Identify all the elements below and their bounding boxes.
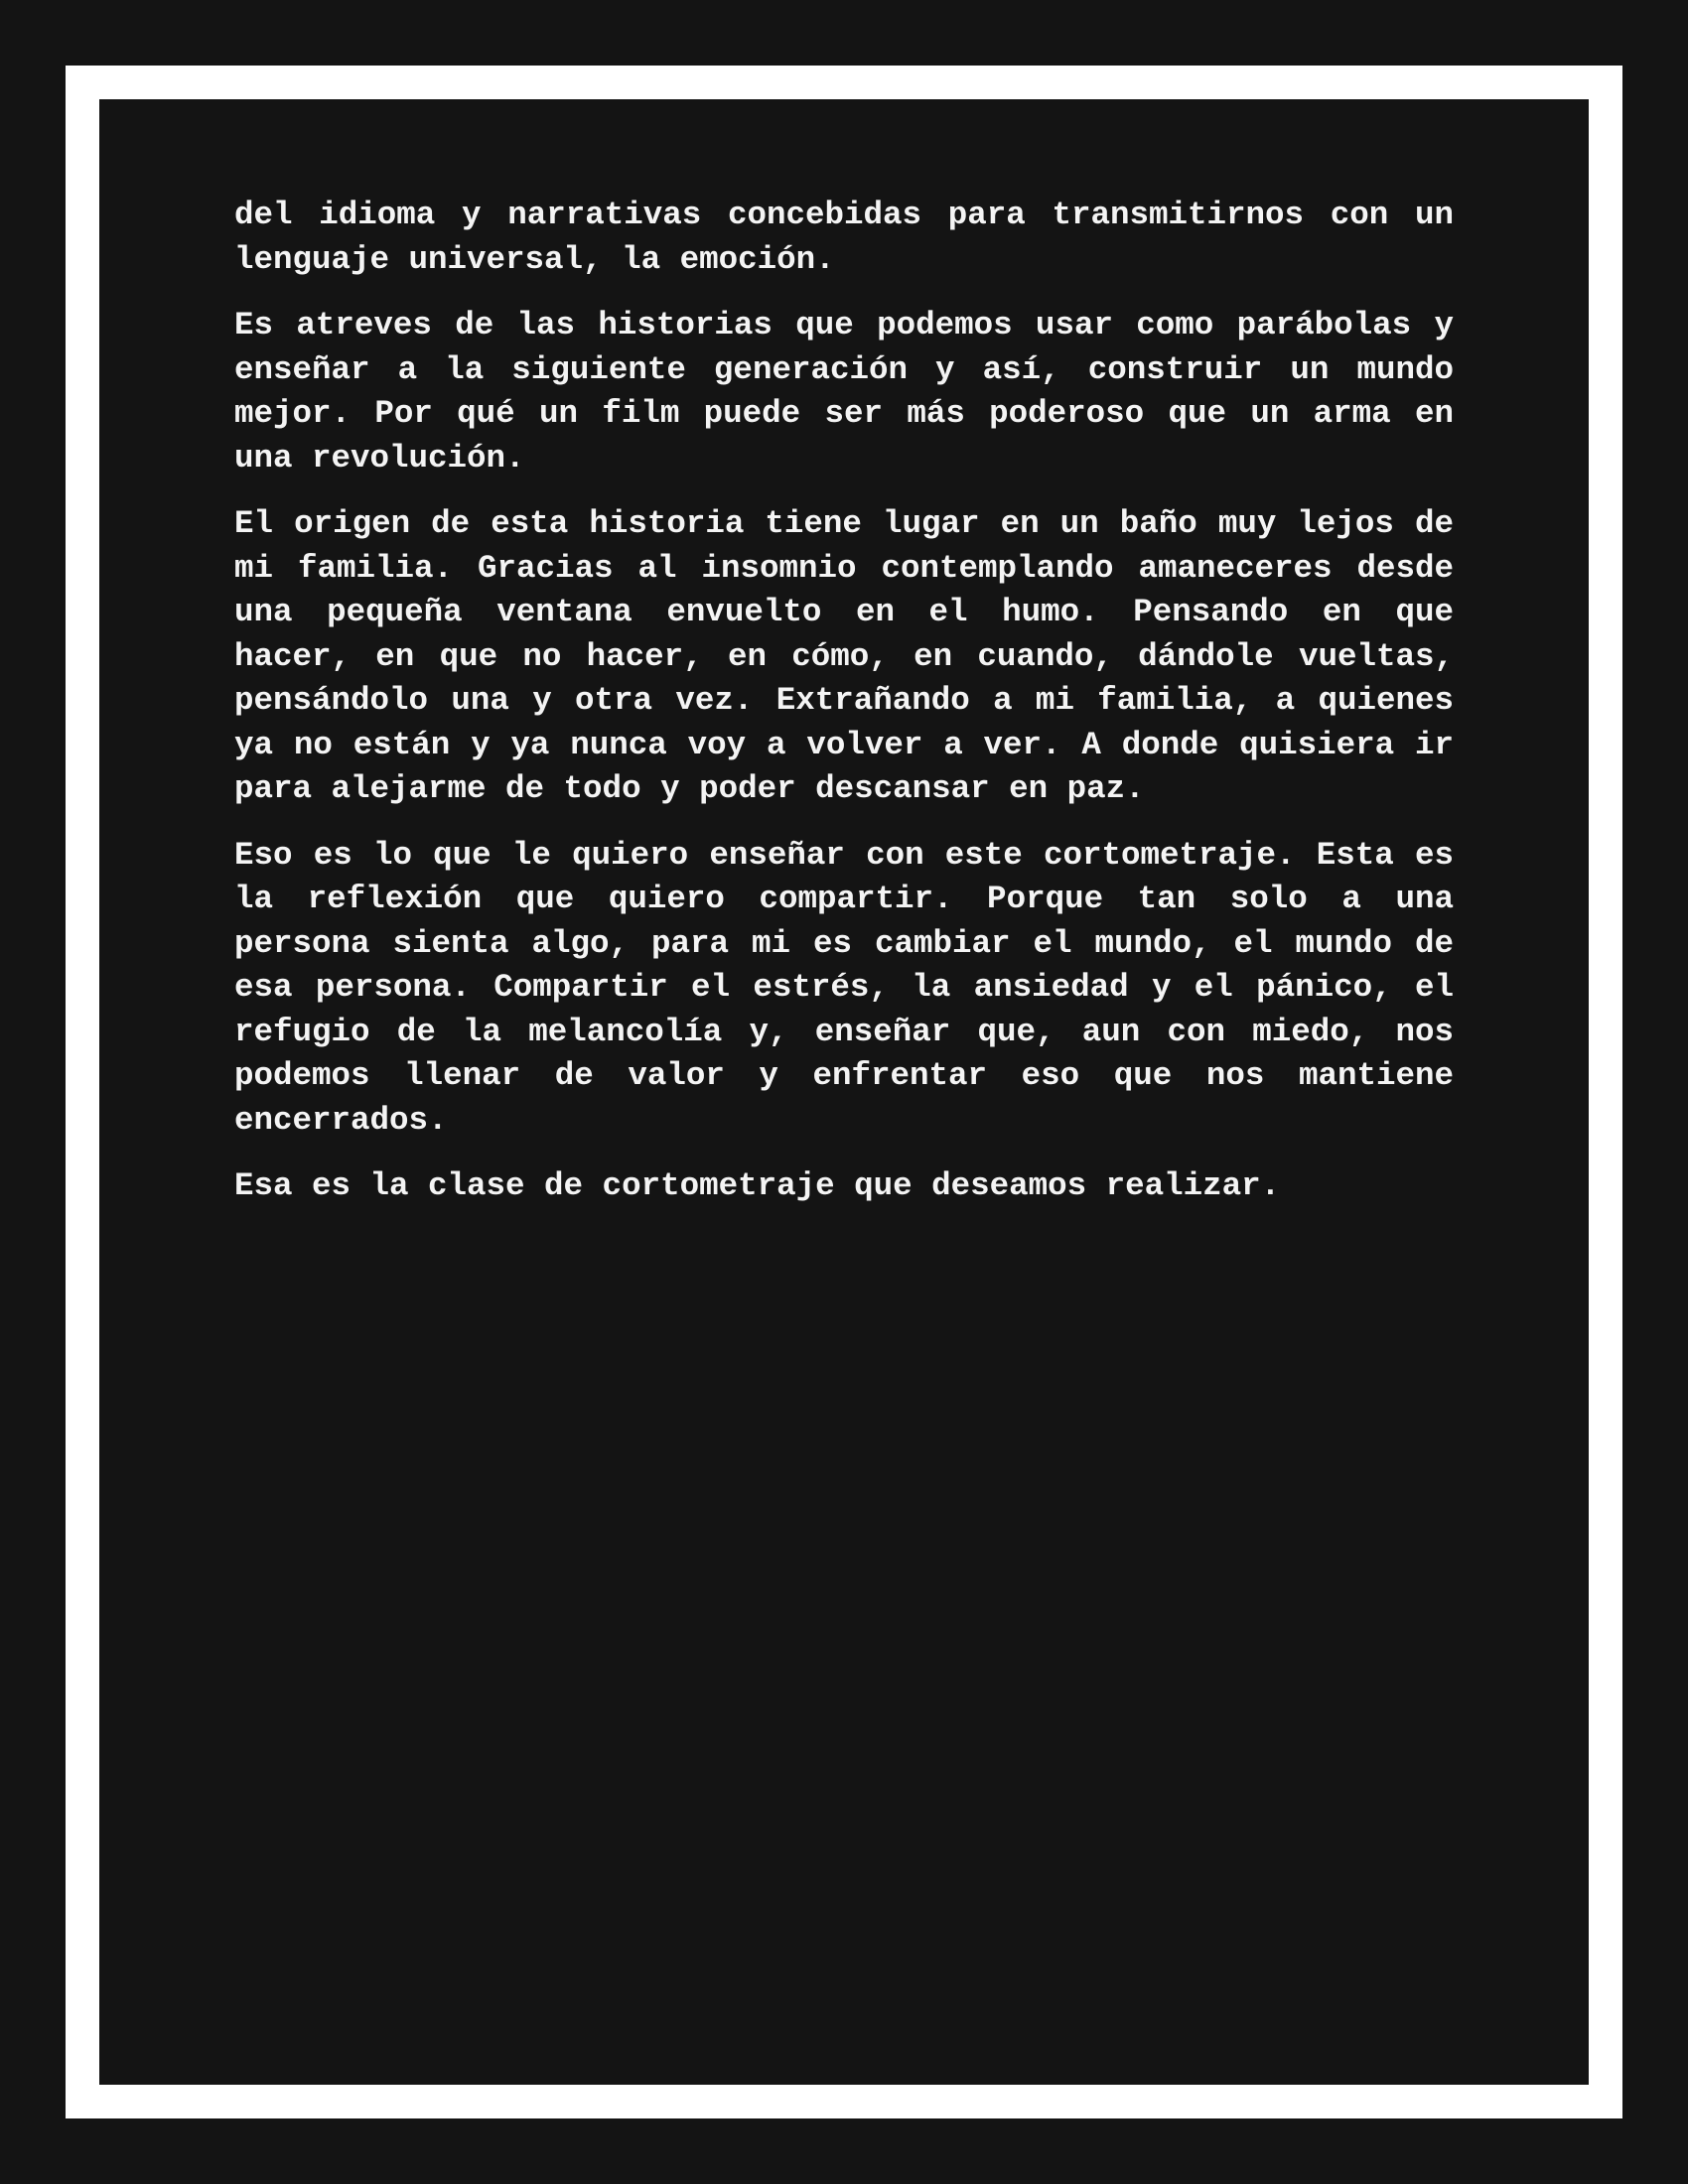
paragraph-5: Esa es la clase de cortometraje que deseamos realizar. [234, 1167, 1281, 1204]
paragraph-1: del idioma y narrativas concebidas para transmitirnos con un lenguaje universal, la emoción. [234, 197, 1454, 278]
paragraph-2: Es atreves de las historias que podemos usar como parábolas y enseñar a la siguiente generación y así, construir un mundo mejor. Por qué un film puede ser más poderoso que un arma en una revolución. [234, 307, 1454, 477]
paragraph-4: Eso es lo que le quiero enseñar con este cortometraje. Esta es la reflexión que quiero compartir. Porque tan solo a una persona sienta algo, para mi es cambiar el mundo, el mundo de esa persona. Compartir el estrés, la ansiedad y el pánico, el refugio de la melancolía y, enseñar que, aun con miedo, nos podemos llenar de valor y enfrentar eso que nos mantiene encerrados. [234, 836, 1454, 1139]
document-body [234, 194, 1454, 1231]
paragraph-3: El origen de esta historia tiene lugar en un baño muy lejos de mi familia. Gracias al insomnio contemplando amaneceres desde una pequeña ventana envuelto en el humo. Pensando en que hacer, en que no hacer, en cómo, en cuando, dándole vueltas, pensándolo una y otra vez. Extrañando a mi familia, a quienes ya no están y ya nunca voy a volver a ver. A donde quisiera ir para alejarme de todo y poder descansar en paz. [234, 505, 1454, 807]
